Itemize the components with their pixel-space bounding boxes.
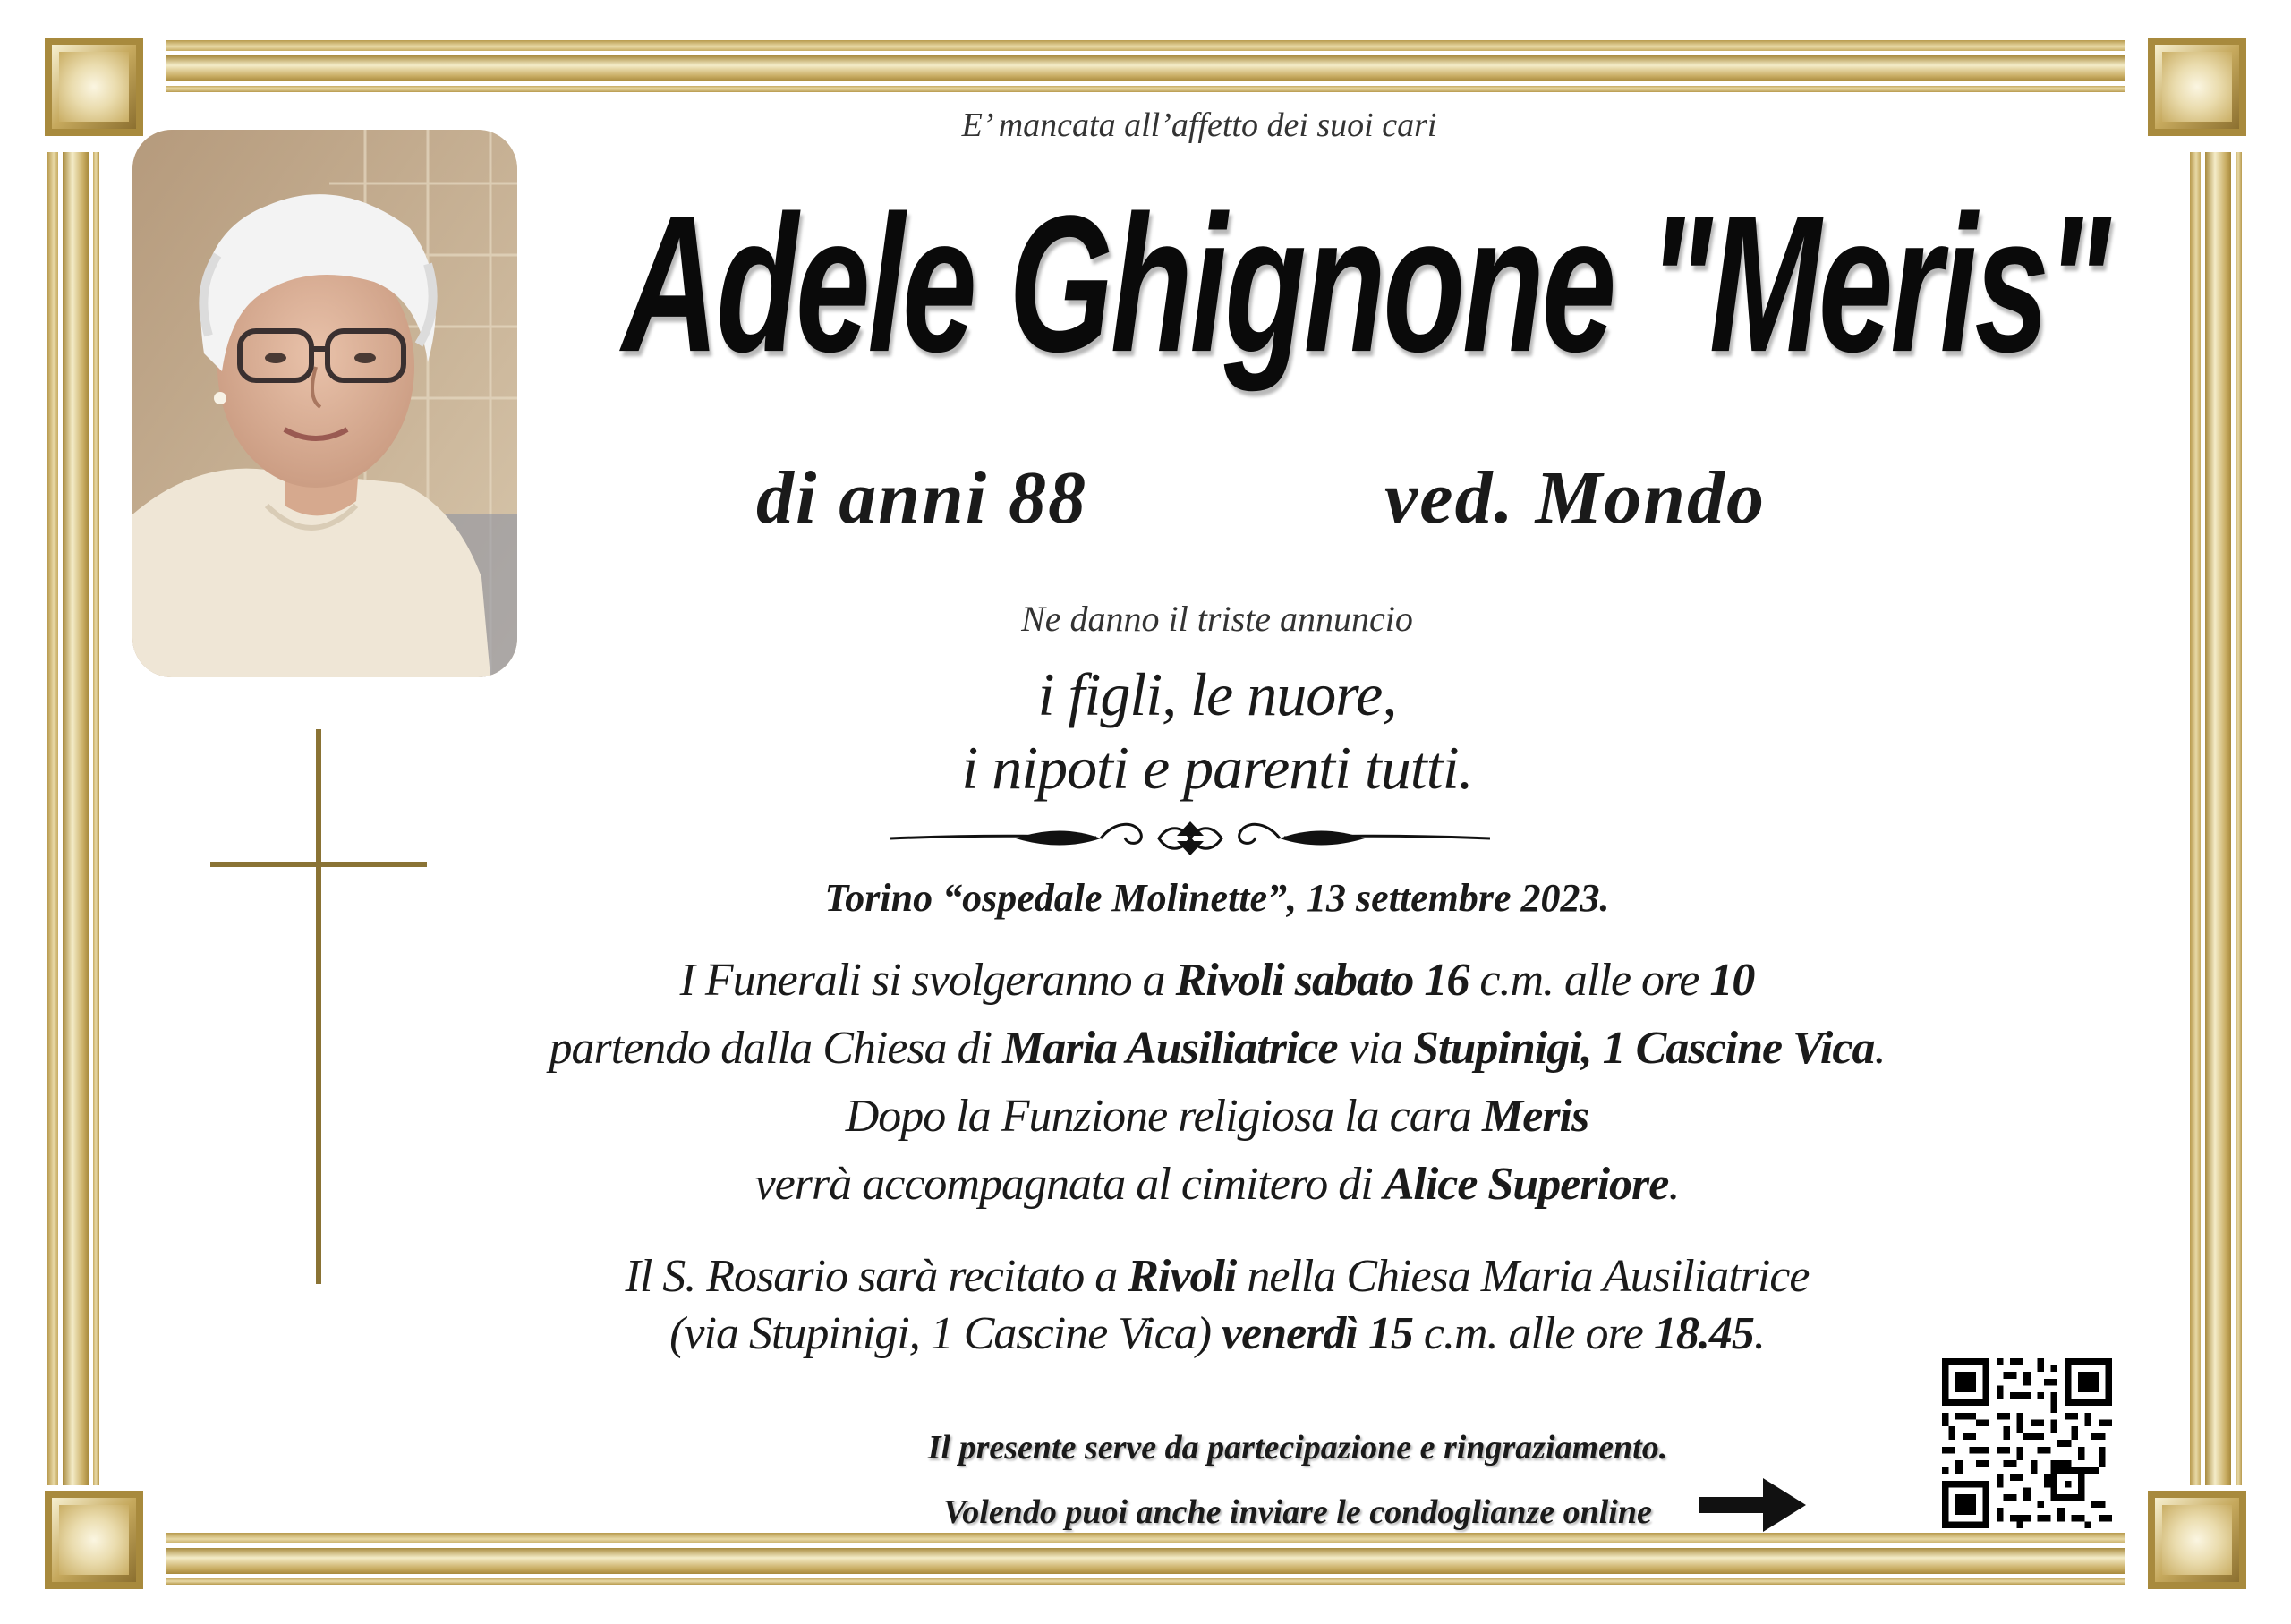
place-date-text: Torino “ospedale Molinette”, 13 settembre 2023. <box>824 876 1610 920</box>
age-text: di anni 88 <box>755 456 1088 540</box>
cross-icon <box>210 729 434 1284</box>
frame-corner-bottom-right <box>2148 1491 2246 1589</box>
frame-top-bar <box>166 40 2125 92</box>
funeral-line-1: I Funerali si svolgeranno a Rivoli sabato 16 c.m. alle ore 10 <box>679 955 1755 1006</box>
intro-text: E’ mancata all’affetto dei suoi cari <box>961 106 1437 144</box>
arrow-right-icon <box>1699 1478 1806 1532</box>
qr-code-icon[interactable] <box>1942 1358 2112 1528</box>
family-block <box>680 658 1754 804</box>
funeral-details <box>376 947 2058 1219</box>
ornamental-divider <box>890 816 1490 861</box>
frame-left-bar <box>47 152 99 1485</box>
frame-corner-top-right <box>2148 38 2246 136</box>
rosary-line-2: (via Stupinigi, 1 Cascine Vica) venerdì 15 c.m. alle ore 18.45. <box>669 1308 1765 1359</box>
portrait-illustration <box>132 130 517 677</box>
funeral-line-4: verrà accompagnata al cimitero di Alice Superiore. <box>754 1159 1680 1210</box>
family-line-1: i figli, le nuore, <box>1037 660 1397 728</box>
funeral-line-3: Dopo la Funzione religiosa la cara Meris <box>845 1091 1589 1142</box>
funeral-line-2: partendo dalla Chiesa di Maria Ausiliatrice via Stupinigi, 1 Cascine Vica. <box>549 1023 1886 1074</box>
deceased-name: Adele Ghignone "Meris" <box>622 174 2108 393</box>
rosary-details <box>376 1248 2058 1363</box>
widow-of-text: ved. Mondo <box>1384 456 1766 540</box>
portrait-photo <box>132 130 517 677</box>
family-line-2: i nipoti e parenti tutti. <box>961 734 1473 802</box>
frame-corner-bottom-left <box>45 1491 143 1589</box>
announcement-text: Ne danno il triste annuncio <box>1021 599 1413 639</box>
thanks-text: Il presente serve da partecipazione e ringraziamento. <box>927 1429 1668 1467</box>
rosary-line-1: Il S. Rosario sarà recitato a Rivoli nella Chiesa Maria Ausiliatrice <box>625 1251 1810 1302</box>
condolences-online-text: Volendo puoi anche inviare le condoglianze online <box>943 1493 1652 1531</box>
frame-corner-top-left <box>45 38 143 136</box>
